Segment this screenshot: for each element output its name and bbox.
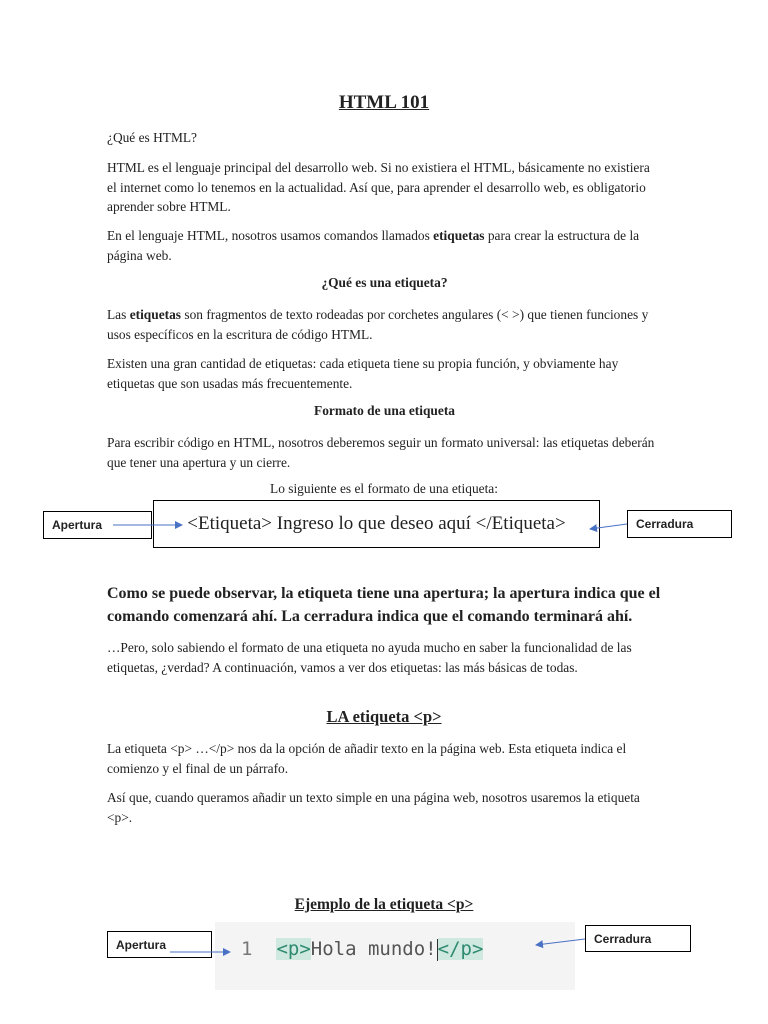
paragraph-html-intro: HTML es el lenguaje principal del desarrollo web. Si no existiera el HTML, básicamente no existiera el internet como lo tenemos en la actualidad. Así que, para aprender el desarrollo web, es obligatorio aprender sobre HTML. <box>107 160 650 214</box>
page-title: HTML 101 <box>338 92 430 113</box>
bold-term: etiquetas <box>433 228 485 243</box>
paragraph-pero: …Pero, solo sabiendo el formato de una etiqueta no ayuda mucho en saber la funcionalidad de las etiquetas, ¿verdad? A continuación, vamos a ver dos etiquetas: las más básicas de todas. <box>107 640 632 675</box>
text-run: En el lenguaje HTML, nosotros usamos comandos llamados <box>107 228 434 243</box>
format-caption: Lo siguiente es el formato de una etiqueta: <box>270 481 498 496</box>
arrow-cerradura-2 <box>536 939 585 945</box>
label-apertura-2: Apertura <box>107 931 212 958</box>
heading-example: Ejemplo de la etiqueta <p> <box>294 896 474 913</box>
arrow-cerradura-1 <box>590 524 627 529</box>
label-cerradura-2: Cerradura <box>585 925 691 952</box>
bold-term: etiquetas <box>129 307 182 322</box>
text-run: Las <box>107 307 130 322</box>
label-apertura-1: Apertura <box>43 511 152 539</box>
paragraph-observe: Como se puede observar, la etiqueta tiene una apertura; la apertura indica que el comando comenzará ahí. La cerradura indica que el comando terminará ahí. <box>107 585 661 625</box>
code-close-tag: </p> <box>437 938 484 960</box>
code-text: Hola mundo! <box>310 938 437 960</box>
label-cerradura-1: Cerradura <box>627 510 732 538</box>
format-example-box: <Etiqueta> Ingreso lo que deseo aquí </Etiqueta> <box>153 500 600 548</box>
paragraph-format: Para escribir código en HTML, nosotros deberemos seguir un formato universal: las etiquetas deberán que tener una apertura y un cierre. <box>107 435 655 470</box>
heading-what-is-tag: ¿Qué es una etiqueta? <box>321 275 448 290</box>
heading-format: Formato de una etiqueta <box>314 403 455 418</box>
line-number: 1 <box>241 938 253 960</box>
paragraph-p-tag: La etiqueta <p> …</p> nos da la opción de añadir texto en la página web. Esta etiqueta indica el comienzo y el final de un párrafo. <box>107 741 627 776</box>
paragraph-p-usage: Así que, cuando queramos añadir un texto simple en una página web, nosotros usaremos la etiqueta <p>. <box>107 790 640 825</box>
text-run: para crear la estructura de la página web. <box>107 228 640 263</box>
text-run: son fragmentos de texto rodeadas por corchetes angulares (< >) que tienen funciones y usos específicos en la escritura de código HTML. <box>107 307 649 342</box>
question-what-is-html: ¿Qué es HTML? <box>107 130 197 145</box>
paragraph-tags-many: Existen una gran cantidad de etiquetas: cada etiqueta tiene su propia función, y obviamente hay etiquetas que son usadas más frecuentemente. <box>107 356 619 391</box>
heading-p-tag: LA etiqueta <p> <box>326 707 442 726</box>
code-open-tag: <p> <box>276 938 311 960</box>
